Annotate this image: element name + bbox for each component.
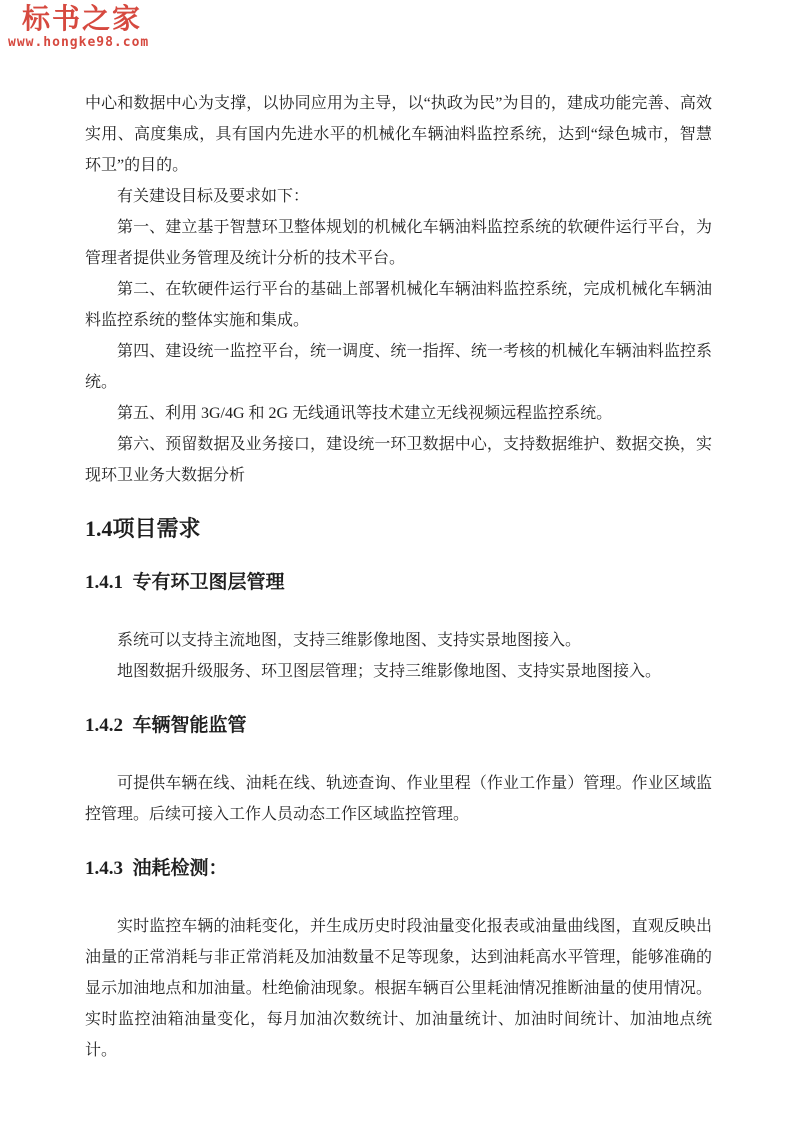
paragraph-map-support: 系统可以支持主流地图，支持三维影像地图、支持实景地图接入。: [117, 632, 582, 649]
paragraph-goal-4: 第四、建设统一监控平台，统一调度、统一指挥、统一考核的机械化车辆油料监控系统。: [85, 343, 712, 391]
paragraph-goal-6: 第六、预留数据及业务接口，建设统一环卫数据中心，支持数据维护、数据交换，实现环卫业务大数据分析: [85, 436, 712, 484]
heading-1-4-3-fuel-monitoring: 1.4.3 油耗检测：: [85, 858, 228, 879]
paragraph-map-upgrade: 地图数据升级服务、环卫图层管理；支持三维影像地图、支持实景地图接入。: [117, 663, 662, 680]
logo-url-text: www.hongke98.com: [8, 35, 150, 50]
paragraph-fuel-detail: 实时监控车辆的油耗变化，并生成历史时段油量变化报表或油量曲线图，直观反映出油量的正常消耗与非正常消耗及加油数量不足等现象，达到油耗高水平管理，能够准确的显示加油地点和加油量。杜绝偷油现象。根据车辆百公里耗油情况推断油量的使用情况。实时监控油箱油量变化，每月加油次数统计、加油量统计、加油时间统计、加油地点统计。: [85, 918, 712, 1059]
paragraph-vehicle-online: 可提供车辆在线、油耗在线、轨迹查询、作业里程（作业工作量）管理。作业区域监控管理。后续可接入工作人员动态工作区域监控管理。: [85, 775, 712, 823]
paragraph-goals-lead: 有关建设目标及要求如下：: [117, 188, 310, 205]
heading-1-4-1-sanitation-layer-management: 1.4.1 专有环卫图层管理: [85, 572, 285, 593]
heading-1-4-2-vehicle-smart-supervision: 1.4.2 车辆智能监管: [85, 715, 247, 736]
logo-brand-text: 标书之家: [22, 3, 143, 34]
paragraph-intro: 中心和数据中心为支撑，以协同应用为主导，以“执政为民”为目的，建成功能完善、高效实用、高度集成，具有国内先进水平的机械化车辆油料监控系统，达到“绿色城市，智慧环卫”的目的。: [85, 95, 712, 174]
paragraph-goal-1: 第一、建立基于智慧环卫整体规划的机械化车辆油料监控系统的软硬件运行平台，为管理者提供业务管理及统计分析的技术平台。: [85, 219, 712, 267]
paragraph-goal-2: 第二、在软硬件运行平台的基础上部署机械化车辆油料监控系统，完成机械化车辆油料监控系统的整体实施和集成。: [85, 281, 712, 329]
heading-1-4-project-requirements: 1.4项目需求: [85, 516, 201, 541]
paragraph-goal-5: 第五、利用 3G/4G 和 2G 无线通讯等技术建立无线视频远程监控系统。: [117, 405, 613, 422]
site-logo: [8, 5, 149, 50]
document-body: [85, 88, 712, 1066]
